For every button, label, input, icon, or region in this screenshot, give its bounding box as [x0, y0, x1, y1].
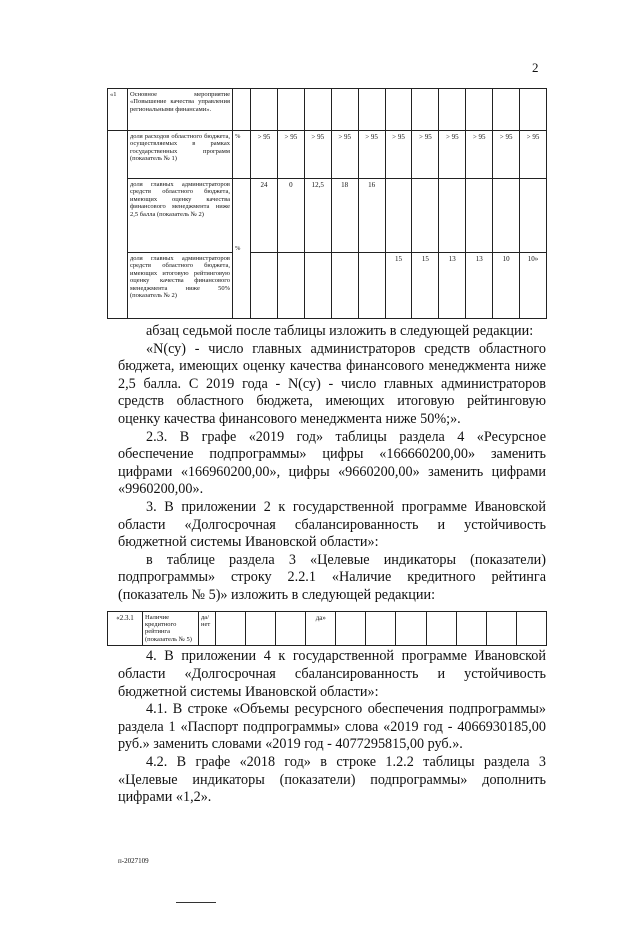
paragraph: в таблице раздела 3 «Целевые индикаторы (показатели) подпрограммы» строку 2.2.1 «Наличие кредитного рейтинга (показатель № 5)» изложить в следующей редакции:	[118, 551, 546, 603]
cell	[251, 253, 278, 319]
cell	[516, 611, 546, 646]
paragraph: 4.1. В строке «Объемы ресурсного обеспечения подпрограммы» раздела 1 «Паспорт подпрограммы» слова «2019 год - 4066930185,00 руб.» заменить словами «2019 год - 4077295815,00 руб.».	[118, 701, 546, 753]
footer-line	[176, 902, 216, 903]
cell	[396, 611, 426, 646]
table-row	[108, 131, 547, 179]
cell: 18	[331, 179, 358, 253]
cell: 13	[439, 253, 466, 319]
cell: > 95	[493, 131, 520, 179]
cell	[412, 179, 439, 253]
cell	[466, 179, 493, 253]
row-name: доля расходов областного бюджета, осуществляемых в рамках государственных программ (показатель № 1)	[128, 131, 233, 179]
body-text-2	[118, 648, 546, 806]
cell	[493, 179, 520, 253]
row-number: «2.3.1	[108, 611, 143, 646]
paragraph: 4.2. В графе «2018 год» в строке 1.2.2 таблицы раздела 3 «Целевые индикаторы (показатели) подпрограммы» дополнить цифрами «1,2».	[118, 753, 546, 806]
cell	[358, 253, 385, 319]
row-name: доля главных администраторов средств областного бюджета, имеющих оценку качества финансового менеджмента ниже 2,5 балла (показатель № 2)	[128, 179, 233, 253]
cell	[277, 253, 304, 319]
cell: > 95	[251, 131, 278, 179]
cell: > 95	[358, 131, 385, 179]
unit: %	[233, 131, 251, 179]
cell	[246, 611, 276, 646]
cell: > 95	[466, 131, 493, 179]
row-name: Наличие кредитного рейтинга (показатель № 5)	[143, 611, 199, 646]
cell: 24	[251, 179, 278, 253]
cell: > 95	[412, 131, 439, 179]
table-row	[108, 611, 547, 646]
paragraph: 3. В приложении 2 к государственной программе Ивановской области «Долгосрочная сбалансированность и устойчивость бюджетной системы Ивановской области»:	[118, 498, 546, 551]
cell	[385, 179, 412, 253]
cell: 10»	[520, 253, 547, 319]
page-number: 2	[532, 60, 539, 75]
cell	[276, 611, 306, 646]
cell: 0	[277, 179, 304, 253]
cell	[216, 611, 246, 646]
cell: 15	[412, 253, 439, 319]
cell	[336, 611, 366, 646]
paragraph: 2.3. В графе «2019 год» таблицы раздела 4 «Ресурсное обеспечение подпрограммы» цифры «166660200,00» заменить цифрами «166960200,00», цифры «9660200,00» заменить цифрами «9960200,00».	[118, 428, 546, 498]
cell: > 95	[304, 131, 331, 179]
table-row	[108, 253, 547, 319]
cell: 10	[493, 253, 520, 319]
cell: 16	[358, 179, 385, 253]
unit: да/нет	[199, 611, 216, 646]
cell	[456, 611, 486, 646]
footer-code: п-2027109	[118, 856, 149, 865]
cell: 15	[385, 253, 412, 319]
cell: > 95	[439, 131, 466, 179]
cell	[486, 611, 516, 646]
cell	[331, 253, 358, 319]
indicators-table	[107, 88, 547, 319]
cell: 13	[466, 253, 493, 319]
cell	[426, 611, 456, 646]
cell: > 95	[385, 131, 412, 179]
cell: > 95	[277, 131, 304, 179]
cell: > 95	[331, 131, 358, 179]
row-number: «1	[108, 89, 128, 131]
paragraph: абзац седьмой после таблицы изложить в следующей редакции:	[146, 323, 534, 339]
unit: %	[233, 179, 251, 319]
table-row	[108, 89, 547, 131]
paragraph: «N(су) - число главных администраторов средств областного бюджета, имеющих оценку качества финансового менеджмента ниже 2,5 балла. С 2019 года - N(су) - число главных администраторов средств областного бюджета, имеющих итоговую рейтинговую оценку качества финансового менеджмента ниже 50%;».	[118, 340, 546, 427]
cell	[304, 253, 331, 319]
table-row	[108, 179, 547, 253]
body-text	[118, 323, 546, 605]
row-name: Основное мероприятие «Повышение качества управления региональными финансами».	[128, 89, 233, 131]
cell: да»	[306, 611, 336, 646]
cell	[439, 179, 466, 253]
cell	[366, 611, 396, 646]
row-name: доля главных администраторов средств областного бюджета, имеющих итоговую рейтинговую оценку качества финансового менеджмента ниже 50% (показатель № 2)	[128, 253, 233, 319]
credit-rating-table	[107, 611, 547, 647]
cell: 12,5	[304, 179, 331, 253]
cell	[520, 179, 547, 253]
paragraph: 4. В приложении 4 к государственной программе Ивановской области «Долгосрочная сбалансированность и устойчивость бюджетной системы Ивановской области»:	[118, 648, 546, 700]
cell: > 95	[520, 131, 547, 179]
